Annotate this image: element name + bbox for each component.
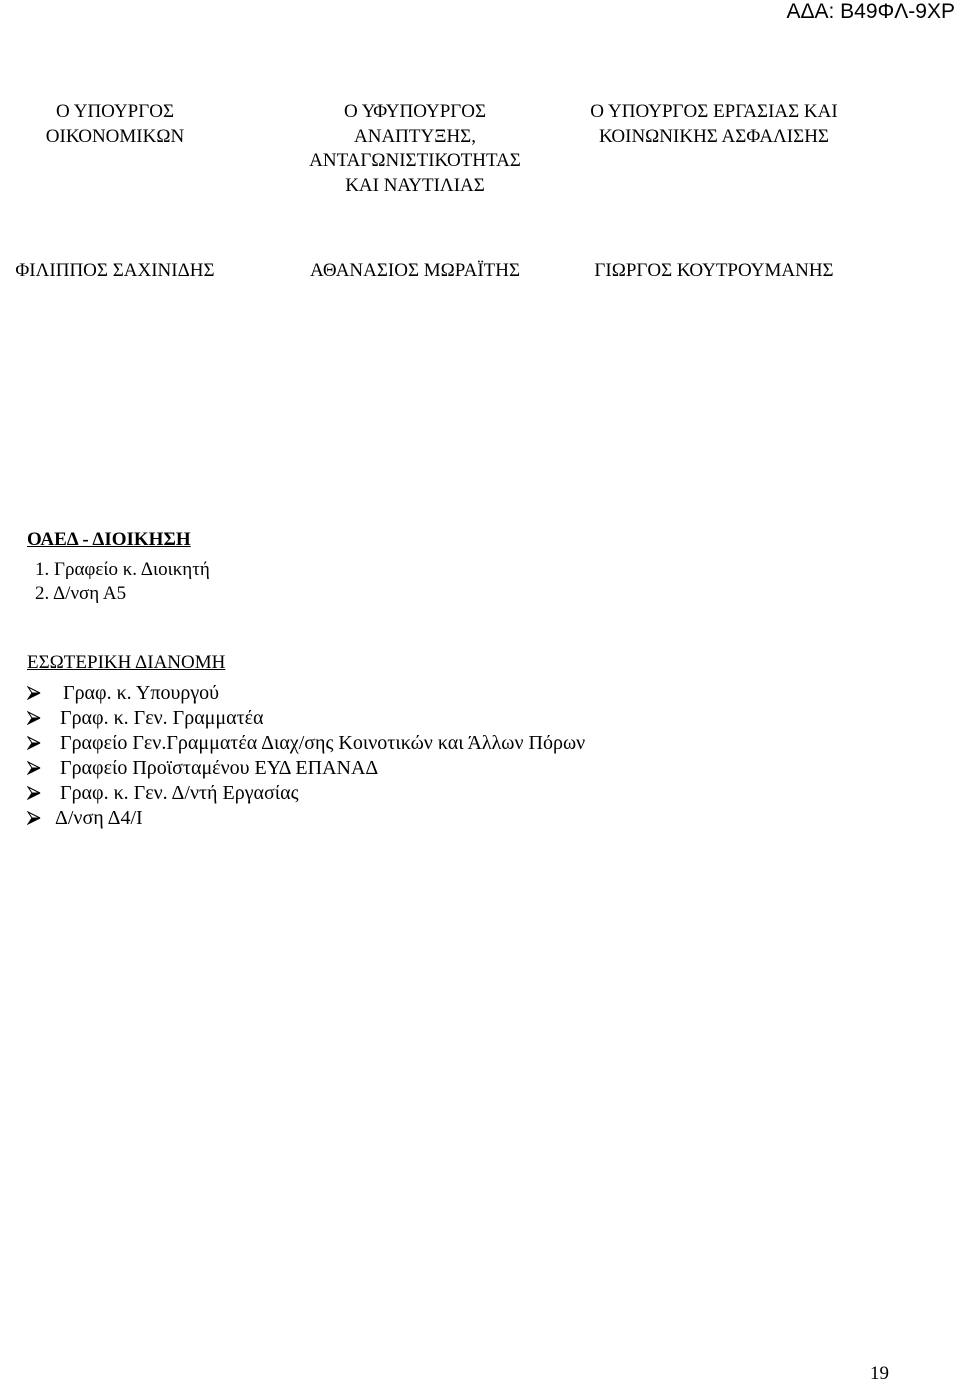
internal-distribution-list xyxy=(27,681,927,831)
signatory-name-finance: ΦΙΛΙΠΠΟΣ ΣΑΧΙΝΙΔΗΣ xyxy=(15,260,215,281)
page-number: 19 xyxy=(870,1363,889,1384)
distribution-item xyxy=(27,756,927,781)
signatory-name-development: ΑΘΑΝΑΣΙΟΣ ΜΩΡΑΪΤΗΣ xyxy=(309,260,521,281)
recipients-list xyxy=(35,558,210,606)
arrowhead-bullet-icon xyxy=(27,761,41,775)
arrowhead-bullet-icon xyxy=(27,711,41,725)
distribution-item-label: Γραφ. κ. Γεν. Γραμματέα xyxy=(60,707,264,729)
signatory-title-line: ΑΝΑΠΤΥΞΗΣ, xyxy=(354,125,476,147)
distribution-item xyxy=(27,706,927,731)
distribution-item xyxy=(27,731,927,756)
distribution-item-label: Γραφείο Γεν.Γραμματέα Διαχ/σης Κοινοτικών και Άλλων Πόρων xyxy=(60,732,586,754)
distribution-item xyxy=(27,781,927,806)
signatory-title-line: Ο ΥΦΥΠΟΥΡΓΟΣ xyxy=(343,101,487,122)
arrowhead-bullet-icon xyxy=(27,736,41,750)
signatory-title-line: ΚΑΙ ΝΑΥΤΙΛΙΑΣ xyxy=(345,174,485,196)
distribution-item-label: Δ/νση Δ4/Ι xyxy=(55,807,143,829)
distribution-item-label: Γραφ. κ. Υπουργού xyxy=(63,682,220,704)
signatory-name-labour: ΓΙΩΡΓΟΣ ΚΟΥΤΡΟΥΜΑΝΗΣ xyxy=(594,260,834,281)
distribution-item xyxy=(27,681,927,706)
recipient-item: 1. Γραφείο κ. Διοικητή xyxy=(35,559,210,580)
distribution-item-label: Γραφείο Προϊσταμένου ΕΥΔ ΕΠΑΝΑΔ xyxy=(60,757,379,779)
signatory-title-line: Ο ΥΠΟΥΡΓΟΣ xyxy=(55,101,175,122)
arrowhead-bullet-icon xyxy=(27,811,41,825)
signatory-title-line: ΟΙΚΟΝΟΜΙΚΩΝ xyxy=(45,125,185,147)
recipient-item: 2. Δ/νση Α5 xyxy=(35,583,127,604)
signatory-title-line: Ο ΥΠΟΥΡΓΟΣ ΕΡΓΑΣΙΑΣ ΚΑΙ xyxy=(590,101,838,122)
signatory-title-development xyxy=(285,100,545,198)
recipients-heading: ΟΑΕΔ - ΔΙΟΙΚΗΣΗ xyxy=(27,529,191,550)
signatory-title-finance xyxy=(0,100,230,149)
signatory-title-line: ΑΝΤΑΓΩΝΙΣΤΙΚΟΤΗΤΑΣ xyxy=(309,150,521,171)
internal-distribution-heading: ΕΣΩΤΕΡΙΚΗ ΔΙΑΝΟΜΗ xyxy=(27,652,226,673)
distribution-item-label: Γραφ. κ. Γεν. Δ/ντή Εργασίας xyxy=(60,782,299,804)
distribution-item xyxy=(27,806,927,831)
ada-code: ΑΔΑ: Β49ΦΛ-9ΧΡ xyxy=(786,0,955,23)
arrowhead-bullet-icon xyxy=(27,686,41,700)
arrowhead-bullet-icon xyxy=(27,786,41,800)
signatory-title-labour xyxy=(564,100,864,149)
signatory-title-line: ΚΟΙΝΩΝΙΚΗΣ ΑΣΦΑΛΙΣΗΣ xyxy=(599,125,829,147)
